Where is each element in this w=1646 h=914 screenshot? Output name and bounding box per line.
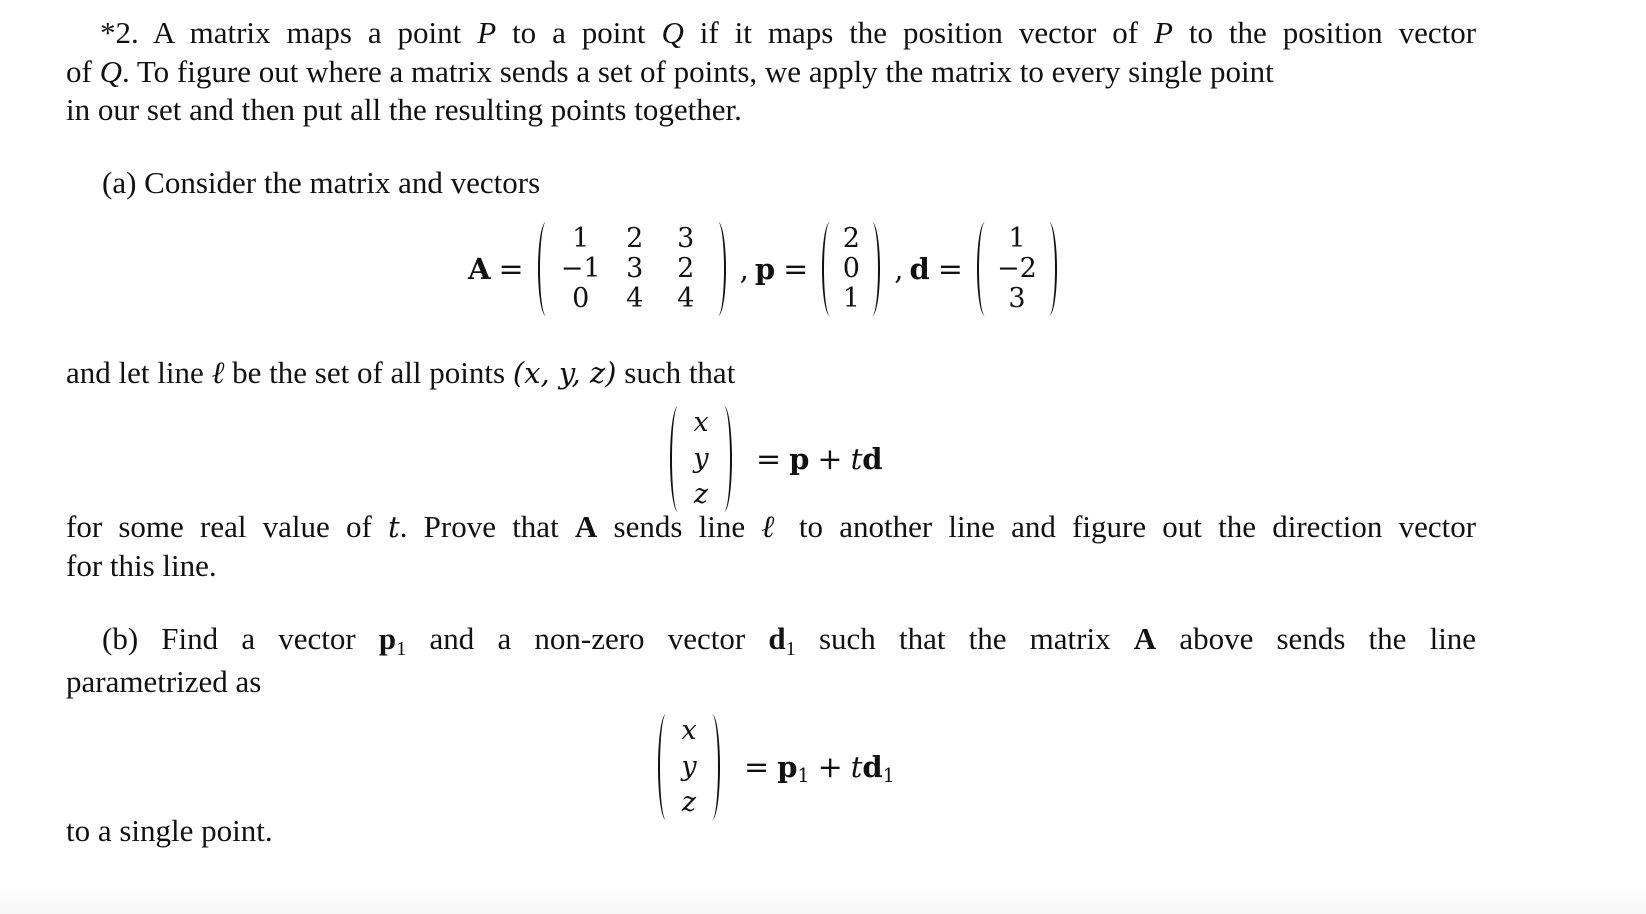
matrix-a-grid xyxy=(554,222,710,316)
part-a-heading xyxy=(66,164,1476,203)
text: and a non-zero vector xyxy=(429,621,746,656)
vector-d-symbol: d xyxy=(909,252,930,286)
equals-sign: = xyxy=(783,251,809,287)
vector-entry: z xyxy=(693,479,709,510)
text: (b) Find a vector xyxy=(102,621,356,656)
right-paren xyxy=(710,222,726,316)
part-a-task xyxy=(66,508,1476,585)
right-paren xyxy=(716,406,732,512)
vector-xyz-grid xyxy=(674,714,704,820)
vector-entry: z xyxy=(681,787,697,818)
closing-text: to a single point. xyxy=(66,813,273,848)
left-paren xyxy=(822,222,838,316)
part-b-line-2: parametrized as xyxy=(66,663,262,699)
page-bottom-edge xyxy=(0,886,1646,914)
vector-p1-symbol xyxy=(777,750,810,788)
text: . Prove that xyxy=(399,509,559,544)
right-paren xyxy=(1041,222,1057,316)
text: for some real value of xyxy=(66,509,372,544)
vector-entry: x xyxy=(681,715,697,746)
point-q-symbol: Q xyxy=(99,53,122,89)
t-symbol: t xyxy=(388,510,400,544)
left-paren xyxy=(658,714,674,820)
text: sends line xyxy=(613,509,746,544)
plus-sign: + xyxy=(817,441,843,477)
intro-line-2 xyxy=(66,53,1476,92)
line-definition xyxy=(66,354,1476,393)
left-paren xyxy=(977,222,993,316)
part-a-task-line-2: for this line. xyxy=(66,547,217,583)
vector-d1-symbol xyxy=(862,750,895,788)
vector-entry: x xyxy=(693,407,709,438)
intro-text: of xyxy=(66,53,92,89)
vector-p xyxy=(822,222,880,316)
vector-entry: 3 xyxy=(1008,283,1026,314)
subscript: 1 xyxy=(882,764,895,788)
vector-d xyxy=(977,222,1057,316)
vector-entry: y xyxy=(681,751,697,782)
definitions-equation xyxy=(468,222,1063,316)
point-xyz: (x, y, z) xyxy=(512,356,617,390)
equals-sign: = xyxy=(756,441,782,477)
matrix-entry: 3 xyxy=(626,253,644,284)
point-q-symbol: Q xyxy=(661,15,684,50)
text: to another line and figure out the direction vector xyxy=(798,509,1477,544)
subscript: 1 xyxy=(396,637,407,660)
symbol: p xyxy=(378,621,397,656)
intro-line-3: in our set and then put all the resulting points together. xyxy=(66,92,742,127)
text: such that xyxy=(624,355,736,390)
right-paren xyxy=(704,714,720,820)
subscript: 1 xyxy=(785,637,796,660)
matrix-entry: 0 xyxy=(572,283,590,314)
vector-entry: −2 xyxy=(997,253,1037,284)
part-b-closing xyxy=(66,812,1476,851)
matrix-a-symbol: A xyxy=(574,509,598,544)
vector-p-symbol: p xyxy=(754,252,776,286)
part-a-label: (a) Consider the matrix and vectors xyxy=(102,165,541,200)
text: be the set of all points xyxy=(232,355,506,390)
ell-symbol: ℓ xyxy=(211,355,225,390)
matrix-a-symbol: A xyxy=(468,252,491,286)
intro-paragraph xyxy=(66,14,1476,130)
plus-sign: + xyxy=(817,749,843,785)
left-paren xyxy=(670,406,686,512)
vector-entry: 0 xyxy=(842,253,860,284)
vector-entry: 2 xyxy=(842,223,860,254)
text: and let line xyxy=(66,355,204,390)
line-equation-a xyxy=(664,406,883,512)
matrix-entry: 4 xyxy=(677,283,695,314)
intro-line-1 xyxy=(66,14,1476,53)
equals-sign: = xyxy=(744,749,770,785)
text: such that the matrix xyxy=(818,621,1111,656)
matrix-a xyxy=(538,222,726,316)
t-symbol: t xyxy=(850,750,863,784)
intro-text: . To figure out where a matrix sends a set of points, we apply the matrix to every single point xyxy=(121,53,1274,89)
comma: , xyxy=(894,252,904,286)
vector-xyz-grid xyxy=(686,406,716,512)
right-paren xyxy=(864,222,880,316)
vector-entry: y xyxy=(693,443,709,474)
vector-p-grid xyxy=(838,222,864,316)
vector-d1-symbol xyxy=(768,621,796,660)
symbol: d xyxy=(768,621,786,656)
matrix-entry: 4 xyxy=(626,283,644,314)
vector-d-grid xyxy=(993,222,1041,316)
t-symbol: t xyxy=(850,442,863,476)
vector-entry: 1 xyxy=(842,283,860,314)
vector-xyz xyxy=(658,714,720,820)
line-definition-text xyxy=(66,354,1476,393)
intro-text: if it maps the position vector of xyxy=(699,15,1139,50)
matrix-entry: −1 xyxy=(560,253,601,284)
left-paren xyxy=(538,222,554,316)
matrix-entry: 1 xyxy=(572,223,590,254)
symbol: d xyxy=(862,750,883,784)
point-p-symbol: P xyxy=(477,15,497,50)
subscript: 1 xyxy=(797,764,810,788)
line-equation-b xyxy=(652,714,895,820)
vector-d-symbol: d xyxy=(862,442,883,476)
comma: , xyxy=(739,252,749,286)
vector-xyz xyxy=(670,406,732,512)
equals-sign: = xyxy=(498,251,524,287)
matrix-entry: 2 xyxy=(626,223,644,254)
part-b-line-1 xyxy=(66,620,1476,663)
intro-text: to the position vector xyxy=(1188,15,1477,50)
problem-number: *2. xyxy=(100,15,139,50)
matrix-entry: 2 xyxy=(677,253,695,284)
part-b-heading xyxy=(66,620,1476,701)
vector-entry: 1 xyxy=(1008,223,1026,254)
equals-sign: = xyxy=(937,251,963,287)
matrix-a-symbol: A xyxy=(1133,621,1157,656)
part-a-task-line-1 xyxy=(66,508,1476,547)
vector-p-symbol: p xyxy=(789,442,810,476)
intro-text: to a point xyxy=(512,15,646,50)
matrix-entry: 3 xyxy=(677,223,695,254)
symbol: p xyxy=(777,750,798,784)
text: above sends the line xyxy=(1179,621,1477,656)
vector-p1-symbol xyxy=(378,621,407,660)
ell-symbol: ℓ xyxy=(761,509,783,544)
point-p-symbol: P xyxy=(1154,15,1173,50)
intro-text: A matrix maps a point xyxy=(152,15,462,50)
